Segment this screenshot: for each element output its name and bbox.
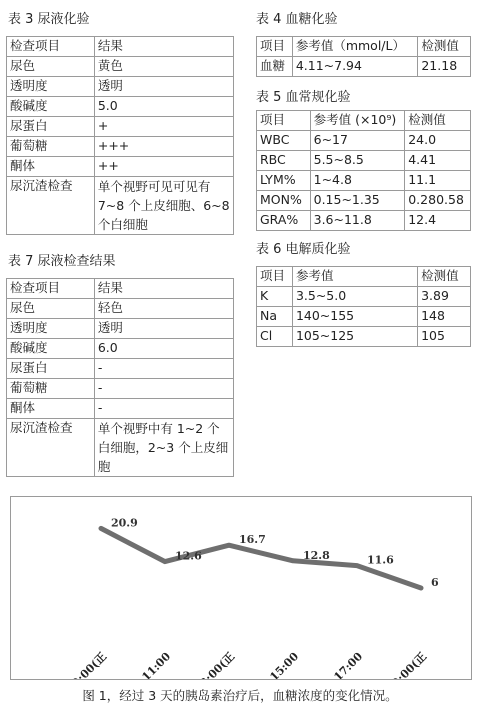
x-tick-label: 9:00(正 (69, 649, 110, 679)
urine-recheck-table (6, 278, 234, 477)
table-row (7, 339, 234, 359)
item-cell: WBC (257, 131, 311, 151)
reference-cell: 1~4.8 (310, 171, 405, 191)
item-cell: K (257, 287, 293, 307)
electrolyte-table (256, 266, 471, 347)
table-row (257, 211, 471, 231)
table-row (257, 327, 471, 347)
item-cell: GRA% (257, 211, 311, 231)
data-label: 12.6 (175, 549, 202, 563)
reference-cell: 3.6~11.8 (310, 211, 405, 231)
header-cell: 结果 (94, 279, 233, 299)
table-row (7, 399, 234, 419)
reference-cell: 140~155 (292, 307, 417, 327)
result-cell: 透明 (94, 319, 233, 339)
header-cell: 参考值 (292, 267, 417, 287)
table-row (257, 151, 471, 171)
table-header-row (7, 37, 234, 57)
reference-cell: 5.5~8.5 (310, 151, 405, 171)
table-row (7, 379, 234, 399)
table-row (257, 57, 471, 77)
table6-caption: 表 6 电解质化验 (256, 242, 351, 257)
table-row (257, 287, 471, 307)
table-row (7, 177, 234, 235)
table-row (7, 299, 234, 319)
data-label: 11.6 (367, 553, 394, 567)
result-cell: ++ (94, 157, 233, 177)
result-cell: - (94, 399, 233, 419)
value-cell: 4.41 (405, 151, 471, 171)
header-cell: 检测值 (418, 267, 471, 287)
blood-routine-table (256, 110, 471, 231)
value-cell: 12.4 (405, 211, 471, 231)
item-cell: LYM% (257, 171, 311, 191)
header-cell: 项目 (257, 37, 293, 57)
item-cell: 尿蛋白 (7, 117, 95, 137)
result-cell: 轻色 (94, 299, 233, 319)
table7-caption: 表 7 尿液检查结果 (8, 254, 116, 269)
table-row (257, 191, 471, 211)
glucose-line-chart (11, 497, 471, 679)
data-label: 20.9 (111, 516, 138, 530)
header-cell: 参考值（mmol/L） (292, 37, 418, 57)
item-cell: 血糖 (257, 57, 293, 77)
table3-caption: 表 3 尿液化验 (8, 12, 90, 27)
result-cell: 黄色 (94, 57, 233, 77)
result-cell: 单个视野中有 1~2 个白细胞，2~3 个上皮细胞 (94, 419, 233, 477)
x-tick-label: 15:00 (267, 649, 302, 679)
table-row (257, 307, 471, 327)
value-cell: 24.0 (405, 131, 471, 151)
table-row (7, 77, 234, 97)
table-row (7, 319, 234, 339)
header-cell: 项目 (257, 111, 311, 131)
item-cell: 葡萄糖 (7, 379, 95, 399)
reference-cell: 105~125 (292, 327, 417, 347)
item-cell: MON% (257, 191, 311, 211)
value-cell: 148 (418, 307, 471, 327)
table-header-row (257, 111, 471, 131)
data-label: 12.8 (303, 548, 330, 562)
reference-cell: 3.5~5.0 (292, 287, 417, 307)
result-cell: 透明 (94, 77, 233, 97)
item-cell: 尿蛋白 (7, 359, 95, 379)
result-cell: + (94, 117, 233, 137)
data-label: 16.7 (239, 533, 266, 547)
item-cell: 透明度 (7, 77, 95, 97)
table-row (257, 131, 471, 151)
reference-cell: 6~17 (310, 131, 405, 151)
reference-cell: 4.11~7.94 (292, 57, 418, 77)
table-row (257, 171, 471, 191)
table-header-row (7, 279, 234, 299)
table-row (7, 419, 234, 477)
x-tick-label: 19:00(正 (383, 649, 430, 679)
item-cell: 尿色 (7, 57, 95, 77)
value-cell: 0.280.58 (405, 191, 471, 211)
data-label: 6 (431, 576, 439, 589)
item-cell: 酮体 (7, 157, 95, 177)
value-cell: 11.1 (405, 171, 471, 191)
table-row (7, 57, 234, 77)
table4-caption: 表 4 血糖化验 (256, 12, 338, 27)
x-tick-label: 11:00 (139, 649, 174, 679)
table-row (7, 137, 234, 157)
item-cell: 酸碱度 (7, 339, 95, 359)
x-tick-label: 17:00 (331, 649, 366, 679)
x-tick-label: 13:00(正 (191, 649, 238, 679)
result-cell: 单个视野可见可见有 7~8 个上皮细胞、6~8 个白细胞 (94, 177, 233, 235)
item-cell: 尿沉渣检查 (7, 419, 95, 477)
blood-glucose-table (256, 36, 471, 77)
item-cell: RBC (257, 151, 311, 171)
value-cell: 3.89 (418, 287, 471, 307)
glucose-chart (10, 496, 472, 680)
header-cell: 检测值 (418, 37, 471, 57)
item-cell: 葡萄糖 (7, 137, 95, 157)
header-cell: 参考值 (×10⁹) (310, 111, 405, 131)
item-cell: 透明度 (7, 319, 95, 339)
header-cell: 检查项目 (7, 279, 95, 299)
result-cell: 5.0 (94, 97, 233, 117)
table-header-row (257, 37, 471, 57)
item-cell: 酸碱度 (7, 97, 95, 117)
value-cell: 21.18 (418, 57, 471, 77)
header-cell: 检查项目 (7, 37, 95, 57)
result-cell: 6.0 (94, 339, 233, 359)
table-header-row (257, 267, 471, 287)
figure-caption: 图 1，经过 3 天的胰岛素治疗后，血糖浓度的变化情况。 (82, 688, 398, 703)
item-cell: 酮体 (7, 399, 95, 419)
header-cell: 结果 (94, 37, 233, 57)
item-cell: Na (257, 307, 293, 327)
table-row (7, 359, 234, 379)
value-cell: 105 (418, 327, 471, 347)
table-row (7, 117, 234, 137)
reference-cell: 0.15~1.35 (310, 191, 405, 211)
table5-caption: 表 5 血常规化验 (256, 90, 351, 105)
result-cell: - (94, 379, 233, 399)
result-cell: +++ (94, 137, 233, 157)
item-cell: Cl (257, 327, 293, 347)
item-cell: 尿色 (7, 299, 95, 319)
table-row (7, 157, 234, 177)
header-cell: 项目 (257, 267, 293, 287)
table-row (7, 97, 234, 117)
header-cell: 检测值 (405, 111, 471, 131)
result-cell: - (94, 359, 233, 379)
item-cell: 尿沉渣检查 (7, 177, 95, 235)
urine-test-table (6, 36, 234, 235)
